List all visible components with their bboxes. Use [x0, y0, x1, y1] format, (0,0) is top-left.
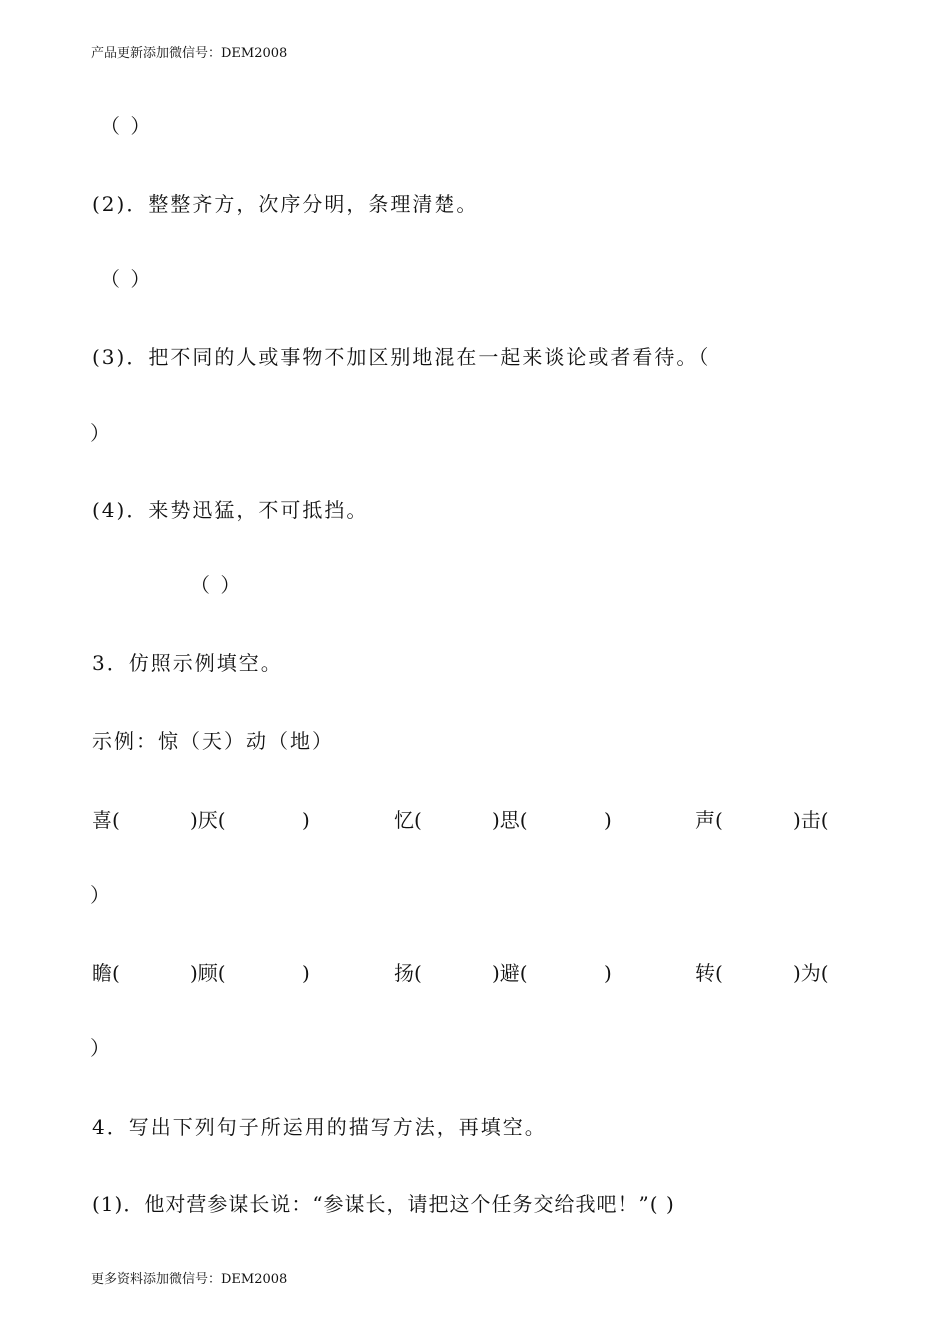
question-2-4: (4)．来势迅猛，不可抵挡。	[92, 498, 369, 522]
idiom-row2-b-part3: )	[604, 961, 612, 985]
idiom-row2-a-part1: 瞻(	[92, 961, 120, 985]
idiom-row1-c-part2: )击(	[793, 808, 829, 832]
idiom-row2-a-part2: )顾(	[190, 961, 226, 985]
idiom-row2-c-part2: )为(	[793, 961, 829, 985]
question-4-title: 4．写出下列句子所运用的描写方法，再填空。	[92, 1115, 547, 1139]
page-footer: 更多资料添加微信号：DEM2008	[91, 1272, 288, 1287]
idiom-row1-a-part3: )	[302, 808, 310, 832]
idiom-row2-c-part1: 转(	[695, 961, 723, 985]
page-header: 产品更新添加微信号：DEM2008	[91, 46, 288, 61]
idiom-row1-a-part2: )厌(	[190, 808, 226, 832]
idiom-row1-c-part1: 声(	[695, 808, 723, 832]
idiom-row2-a-part3: )	[302, 961, 310, 985]
answer-blank-1: （ ）	[100, 114, 153, 138]
idiom-row2-close: ）	[90, 1036, 112, 1060]
question-3-title: 3．仿照示例填空。	[92, 651, 283, 675]
idiom-row1-a-part1: 喜(	[92, 808, 120, 832]
question-3-example: 示例：惊（天）动（地）	[92, 729, 334, 753]
idiom-row2-b-part2: )避(	[492, 961, 528, 985]
question-2-2: (2)．整整齐方，次序分明，条理清楚。	[92, 192, 479, 216]
idiom-row1-b-part2: )思(	[492, 808, 528, 832]
idiom-row1-close: ）	[90, 883, 112, 907]
answer-blank-4: （ ）	[190, 573, 243, 597]
idiom-row1-b-part3: )	[604, 808, 612, 832]
idiom-row1-b-part1: 忆(	[394, 808, 422, 832]
idiom-row2-b-part1: 扬(	[394, 961, 422, 985]
question-4-1: (1)．他对营参谋长说：“参谋长，请把这个任务交给我吧！”( )	[92, 1192, 675, 1216]
answer-blank-3-close: ）	[90, 421, 112, 445]
answer-blank-2: （ ）	[100, 267, 153, 291]
question-2-3: (3)．把不同的人或事物不加区别地混在一起来谈论或者看待。（	[92, 345, 711, 369]
